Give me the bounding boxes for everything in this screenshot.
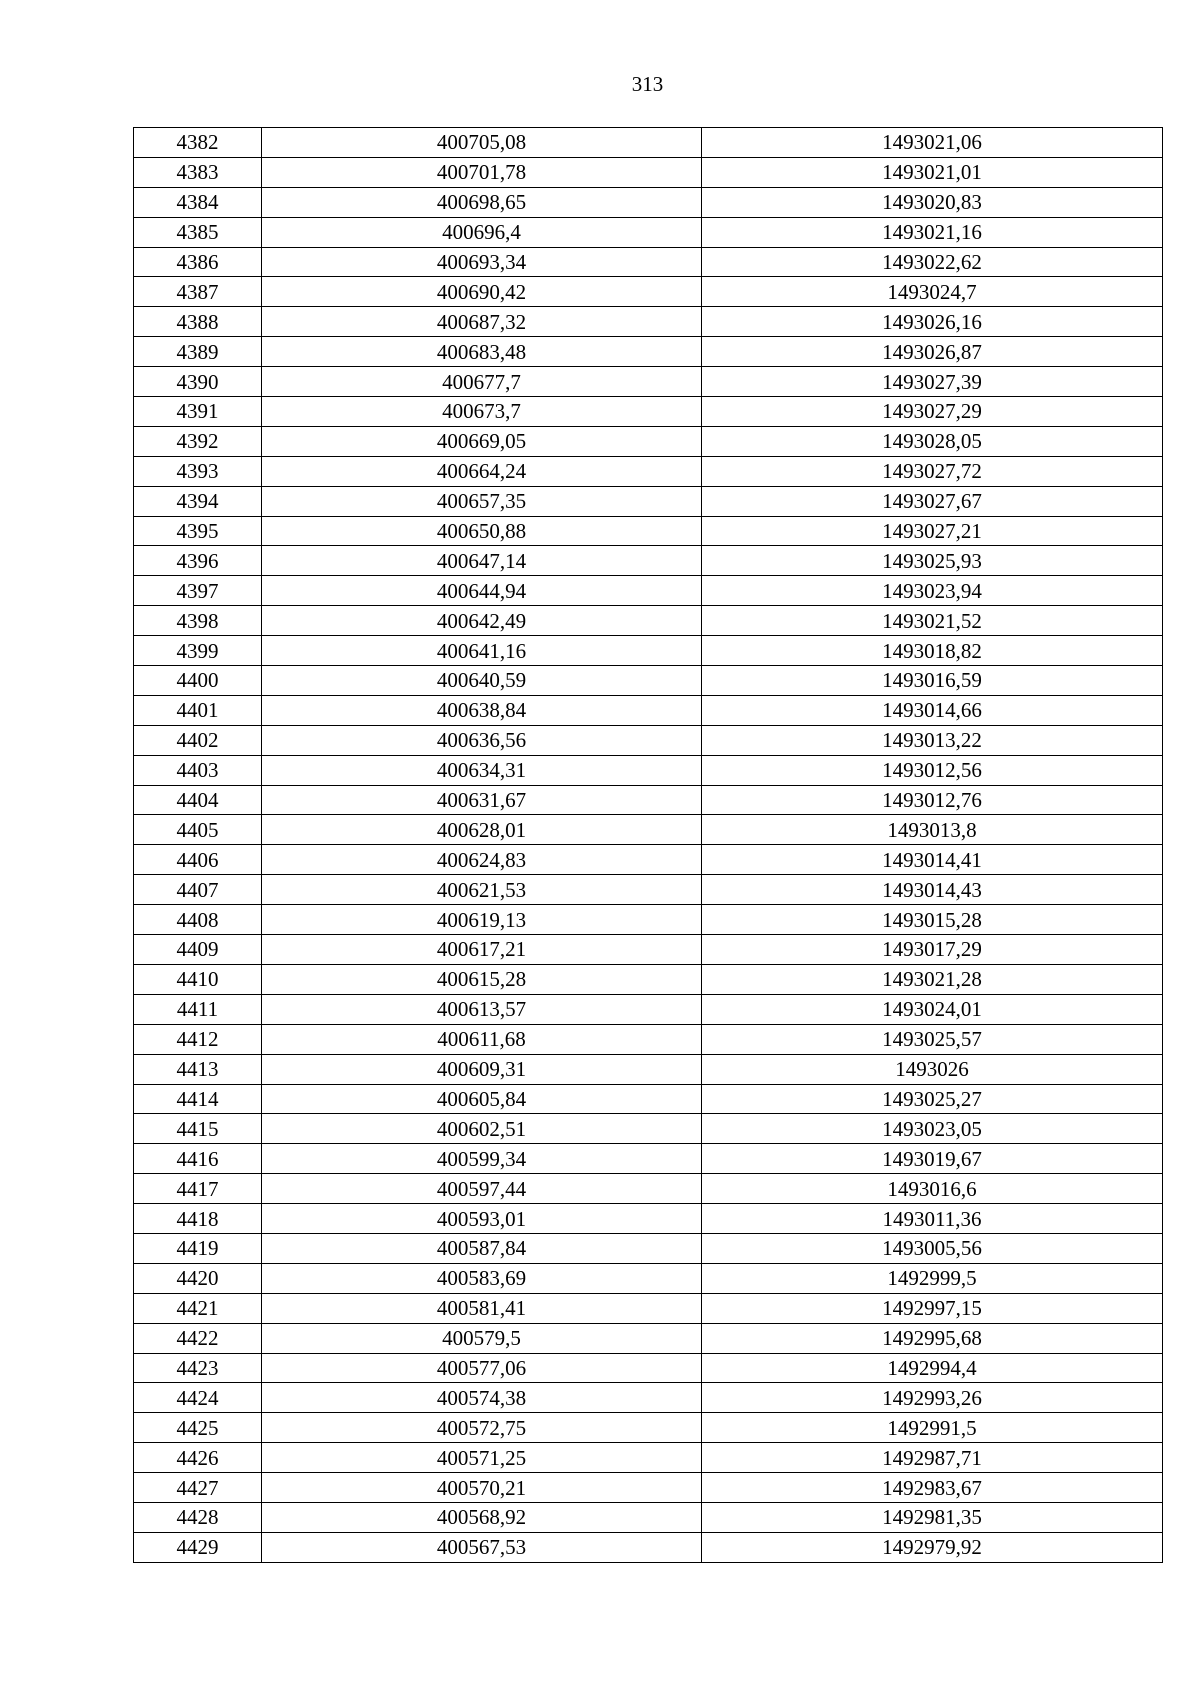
x-coordinate-cell: 400693,34 (262, 247, 702, 277)
y-coordinate-cell: 1493015,28 (702, 905, 1163, 935)
y-coordinate-cell: 1493019,67 (702, 1144, 1163, 1174)
point-number-cell: 4383 (134, 157, 262, 187)
table-row (134, 1054, 1163, 1084)
x-coordinate-cell: 400644,94 (262, 576, 702, 606)
table-row (134, 695, 1163, 725)
point-number-cell: 4427 (134, 1473, 262, 1503)
table-row (134, 636, 1163, 666)
point-number-cell: 4418 (134, 1204, 262, 1234)
x-coordinate-cell: 400609,31 (262, 1054, 702, 1084)
x-coordinate-cell: 400615,28 (262, 964, 702, 994)
point-number-cell: 4395 (134, 516, 262, 546)
y-coordinate-cell: 1493021,16 (702, 217, 1163, 247)
y-coordinate-cell: 1493027,21 (702, 516, 1163, 546)
x-coordinate-cell: 400597,44 (262, 1174, 702, 1204)
table-row (134, 307, 1163, 337)
table-row (134, 666, 1163, 696)
table-row (134, 247, 1163, 277)
point-number-cell: 4407 (134, 875, 262, 905)
point-number-cell: 4382 (134, 128, 262, 158)
x-coordinate-cell: 400579,5 (262, 1323, 702, 1353)
table-row (134, 128, 1163, 158)
x-coordinate-cell: 400634,31 (262, 755, 702, 785)
table-row (134, 815, 1163, 845)
x-coordinate-cell: 400619,13 (262, 905, 702, 935)
x-coordinate-cell: 400647,14 (262, 546, 702, 576)
table-row (134, 277, 1163, 307)
y-coordinate-cell: 1493025,93 (702, 546, 1163, 576)
x-coordinate-cell: 400683,48 (262, 337, 702, 367)
y-coordinate-cell: 1492993,26 (702, 1383, 1163, 1413)
table-row (134, 1174, 1163, 1204)
point-number-cell: 4406 (134, 845, 262, 875)
x-coordinate-cell: 400624,83 (262, 845, 702, 875)
table-row (134, 935, 1163, 965)
point-number-cell: 4386 (134, 247, 262, 277)
point-number-cell: 4419 (134, 1233, 262, 1263)
y-coordinate-cell: 1493021,28 (702, 964, 1163, 994)
y-coordinate-cell: 1493023,05 (702, 1114, 1163, 1144)
point-number-cell: 4426 (134, 1443, 262, 1473)
y-coordinate-cell: 1493012,56 (702, 755, 1163, 785)
y-coordinate-cell: 1493026 (702, 1054, 1163, 1084)
y-coordinate-cell: 1493024,01 (702, 994, 1163, 1024)
table-row (134, 486, 1163, 516)
table-row (134, 1263, 1163, 1293)
x-coordinate-cell: 400701,78 (262, 157, 702, 187)
table-row (134, 1024, 1163, 1054)
table-row (134, 1114, 1163, 1144)
x-coordinate-cell: 400617,21 (262, 935, 702, 965)
y-coordinate-cell: 1493020,83 (702, 187, 1163, 217)
x-coordinate-cell: 400599,34 (262, 1144, 702, 1174)
table-row (134, 964, 1163, 994)
table-row (134, 1473, 1163, 1503)
y-coordinate-cell: 1493028,05 (702, 426, 1163, 456)
table-row (134, 1353, 1163, 1383)
table-row (134, 217, 1163, 247)
y-coordinate-cell: 1493014,66 (702, 695, 1163, 725)
x-coordinate-cell: 400650,88 (262, 516, 702, 546)
y-coordinate-cell: 1492991,5 (702, 1413, 1163, 1443)
x-coordinate-cell: 400587,84 (262, 1233, 702, 1263)
y-coordinate-cell: 1493024,7 (702, 277, 1163, 307)
x-coordinate-cell: 400698,65 (262, 187, 702, 217)
table-row (134, 1233, 1163, 1263)
x-coordinate-cell: 400570,21 (262, 1473, 702, 1503)
point-number-cell: 4415 (134, 1114, 262, 1144)
table-row (134, 606, 1163, 636)
point-number-cell: 4403 (134, 755, 262, 785)
point-number-cell: 4410 (134, 964, 262, 994)
point-number-cell: 4425 (134, 1413, 262, 1443)
table-row (134, 1293, 1163, 1323)
y-coordinate-cell: 1493021,52 (702, 606, 1163, 636)
y-coordinate-cell: 1493005,56 (702, 1233, 1163, 1263)
x-coordinate-cell: 400628,01 (262, 815, 702, 845)
y-coordinate-cell: 1493018,82 (702, 636, 1163, 666)
y-coordinate-cell: 1493013,8 (702, 815, 1163, 845)
y-coordinate-cell: 1493026,87 (702, 337, 1163, 367)
y-coordinate-cell: 1493011,36 (702, 1204, 1163, 1234)
table-row (134, 875, 1163, 905)
x-coordinate-cell: 400613,57 (262, 994, 702, 1024)
point-number-cell: 4402 (134, 725, 262, 755)
y-coordinate-cell: 1493012,76 (702, 785, 1163, 815)
point-number-cell: 4385 (134, 217, 262, 247)
point-number-cell: 4389 (134, 337, 262, 367)
table-row (134, 1204, 1163, 1234)
x-coordinate-cell: 400602,51 (262, 1114, 702, 1144)
y-coordinate-cell: 1492981,35 (702, 1502, 1163, 1532)
table-row (134, 1084, 1163, 1114)
y-coordinate-cell: 1493027,39 (702, 367, 1163, 397)
x-coordinate-cell: 400611,68 (262, 1024, 702, 1054)
point-number-cell: 4384 (134, 187, 262, 217)
table-row (134, 1323, 1163, 1353)
x-coordinate-cell: 400631,67 (262, 785, 702, 815)
x-coordinate-cell: 400636,56 (262, 725, 702, 755)
x-coordinate-cell: 400641,16 (262, 636, 702, 666)
y-coordinate-cell: 1492979,92 (702, 1532, 1163, 1562)
point-number-cell: 4414 (134, 1084, 262, 1114)
table-row (134, 367, 1163, 397)
table-row (134, 546, 1163, 576)
y-coordinate-cell: 1493027,72 (702, 456, 1163, 486)
y-coordinate-cell: 1493014,43 (702, 875, 1163, 905)
y-coordinate-cell: 1493026,16 (702, 307, 1163, 337)
y-coordinate-cell: 1493027,67 (702, 486, 1163, 516)
x-coordinate-cell: 400705,08 (262, 128, 702, 158)
y-coordinate-cell: 1493016,6 (702, 1174, 1163, 1204)
coordinates-table (133, 127, 1163, 1563)
x-coordinate-cell: 400690,42 (262, 277, 702, 307)
point-number-cell: 4390 (134, 367, 262, 397)
y-coordinate-cell: 1493025,27 (702, 1084, 1163, 1114)
table-row (134, 456, 1163, 486)
x-coordinate-cell: 400669,05 (262, 426, 702, 456)
x-coordinate-cell: 400640,59 (262, 666, 702, 696)
x-coordinate-cell: 400583,69 (262, 1263, 702, 1293)
x-coordinate-cell: 400638,84 (262, 695, 702, 725)
point-number-cell: 4429 (134, 1532, 262, 1562)
point-number-cell: 4423 (134, 1353, 262, 1383)
point-number-cell: 4404 (134, 785, 262, 815)
x-coordinate-cell: 400677,7 (262, 367, 702, 397)
coordinates-table-body (134, 128, 1163, 1563)
point-number-cell: 4392 (134, 426, 262, 456)
x-coordinate-cell: 400593,01 (262, 1204, 702, 1234)
table-row (134, 397, 1163, 427)
point-number-cell: 4408 (134, 905, 262, 935)
table-row (134, 725, 1163, 755)
point-number-cell: 4417 (134, 1174, 262, 1204)
y-coordinate-cell: 1492997,15 (702, 1293, 1163, 1323)
point-number-cell: 4388 (134, 307, 262, 337)
point-number-cell: 4413 (134, 1054, 262, 1084)
point-number-cell: 4424 (134, 1383, 262, 1413)
x-coordinate-cell: 400577,06 (262, 1353, 702, 1383)
point-number-cell: 4412 (134, 1024, 262, 1054)
table-row (134, 187, 1163, 217)
table-row (134, 1502, 1163, 1532)
x-coordinate-cell: 400567,53 (262, 1532, 702, 1562)
point-number-cell: 4396 (134, 546, 262, 576)
x-coordinate-cell: 400605,84 (262, 1084, 702, 1114)
x-coordinate-cell: 400673,7 (262, 397, 702, 427)
table-row (134, 785, 1163, 815)
x-coordinate-cell: 400571,25 (262, 1443, 702, 1473)
y-coordinate-cell: 1493014,41 (702, 845, 1163, 875)
page-number: 313 (631, 72, 664, 96)
x-coordinate-cell: 400568,92 (262, 1502, 702, 1532)
y-coordinate-cell: 1493025,57 (702, 1024, 1163, 1054)
point-number-cell: 4421 (134, 1293, 262, 1323)
y-coordinate-cell: 1493022,62 (702, 247, 1163, 277)
y-coordinate-cell: 1493017,29 (702, 935, 1163, 965)
y-coordinate-cell: 1493027,29 (702, 397, 1163, 427)
x-coordinate-cell: 400642,49 (262, 606, 702, 636)
point-number-cell: 4398 (134, 606, 262, 636)
table-row (134, 516, 1163, 546)
table-row (134, 1532, 1163, 1562)
table-row (134, 426, 1163, 456)
y-coordinate-cell: 1492983,67 (702, 1473, 1163, 1503)
x-coordinate-cell: 400581,41 (262, 1293, 702, 1323)
table-row (134, 1383, 1163, 1413)
x-coordinate-cell: 400657,35 (262, 486, 702, 516)
y-coordinate-cell: 1492987,71 (702, 1443, 1163, 1473)
point-number-cell: 4409 (134, 935, 262, 965)
table-row (134, 157, 1163, 187)
y-coordinate-cell: 1493016,59 (702, 666, 1163, 696)
point-number-cell: 4391 (134, 397, 262, 427)
table-row (134, 755, 1163, 785)
x-coordinate-cell: 400572,75 (262, 1413, 702, 1443)
table-row (134, 905, 1163, 935)
y-coordinate-cell: 1493023,94 (702, 576, 1163, 606)
point-number-cell: 4405 (134, 815, 262, 845)
point-number-cell: 4422 (134, 1323, 262, 1353)
point-number-cell: 4411 (134, 994, 262, 1024)
y-coordinate-cell: 1493021,01 (702, 157, 1163, 187)
x-coordinate-cell: 400696,4 (262, 217, 702, 247)
point-number-cell: 4387 (134, 277, 262, 307)
table-row (134, 1413, 1163, 1443)
point-number-cell: 4397 (134, 576, 262, 606)
table-row (134, 337, 1163, 367)
point-number-cell: 4420 (134, 1263, 262, 1293)
y-coordinate-cell: 1492995,68 (702, 1323, 1163, 1353)
table-row (134, 1144, 1163, 1174)
x-coordinate-cell: 400664,24 (262, 456, 702, 486)
point-number-cell: 4401 (134, 695, 262, 725)
point-number-cell: 4399 (134, 636, 262, 666)
point-number-cell: 4394 (134, 486, 262, 516)
y-coordinate-cell: 1493021,06 (702, 128, 1163, 158)
point-number-cell: 4416 (134, 1144, 262, 1174)
y-coordinate-cell: 1492994,4 (702, 1353, 1163, 1383)
table-row (134, 994, 1163, 1024)
x-coordinate-cell: 400621,53 (262, 875, 702, 905)
point-number-cell: 4400 (134, 666, 262, 696)
table-row (134, 576, 1163, 606)
x-coordinate-cell: 400687,32 (262, 307, 702, 337)
table-row (134, 1443, 1163, 1473)
y-coordinate-cell: 1493013,22 (702, 725, 1163, 755)
y-coordinate-cell: 1492999,5 (702, 1263, 1163, 1293)
x-coordinate-cell: 400574,38 (262, 1383, 702, 1413)
point-number-cell: 4428 (134, 1502, 262, 1532)
table-row (134, 845, 1163, 875)
point-number-cell: 4393 (134, 456, 262, 486)
